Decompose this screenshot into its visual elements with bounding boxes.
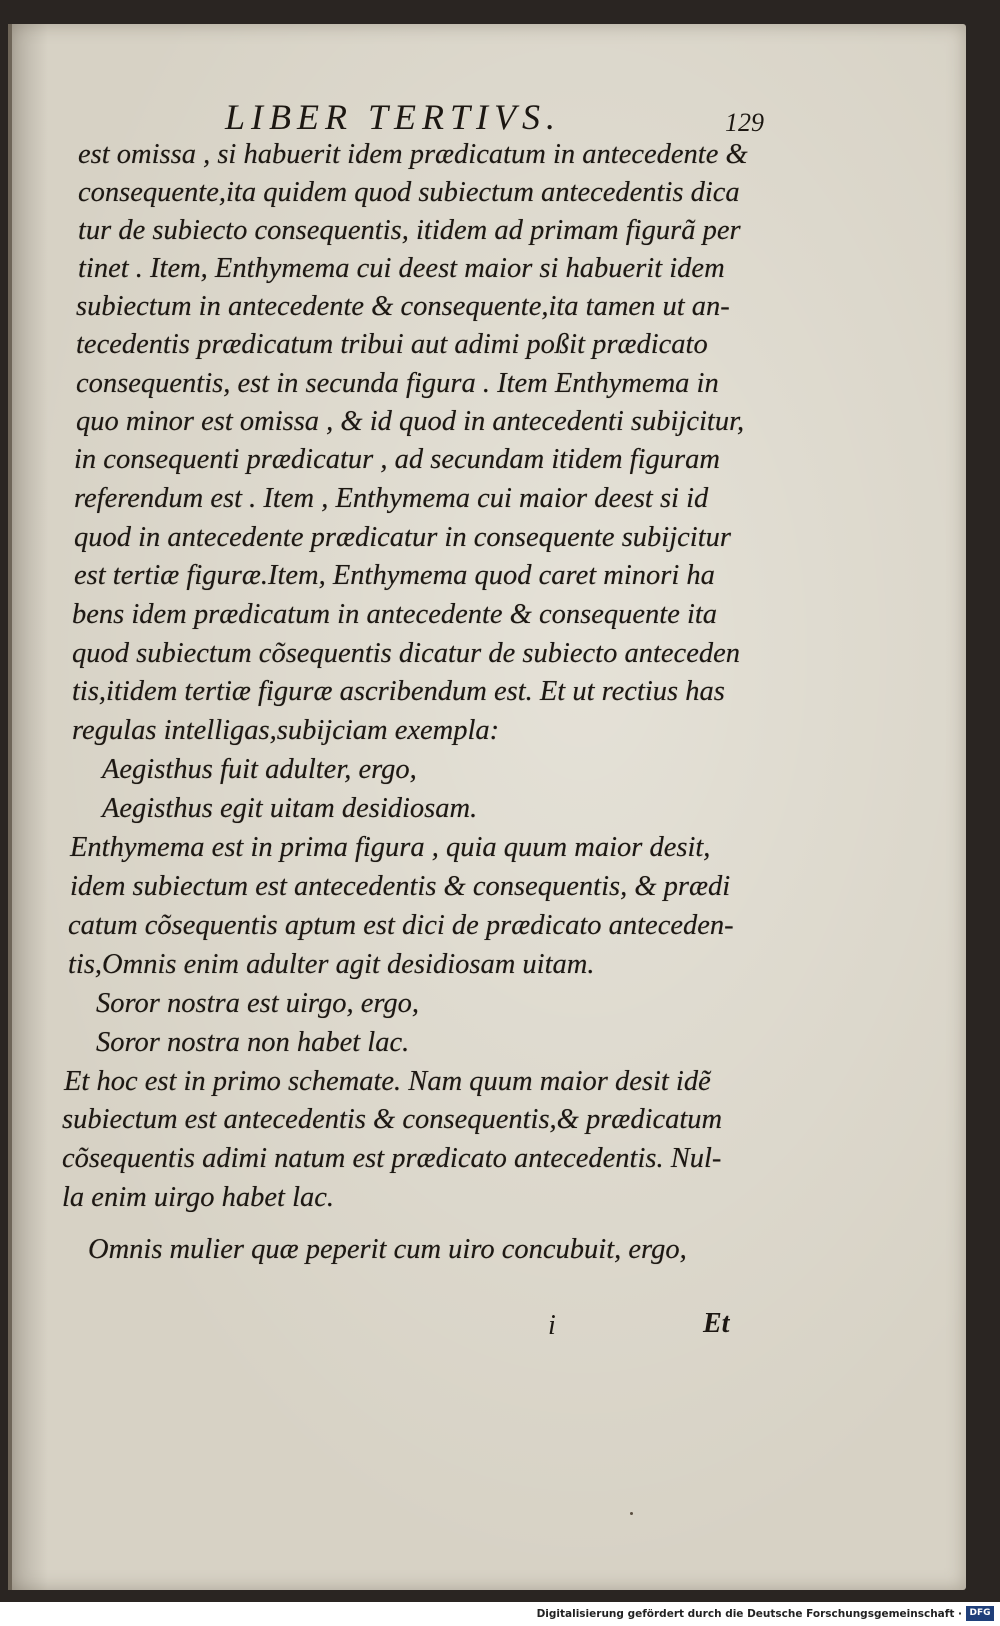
text-line: Et hoc est in primo schemate. Nam quum maior desit idẽ: [64, 1066, 711, 1097]
text-line: subiectum est antecedentis & consequentis,& prædicatum: [62, 1104, 723, 1135]
text-line: tinet . Item, Enthymema cui deest maior si habuerit idem: [78, 253, 725, 284]
text-line: regulas intelligas,subijciam exempla:: [72, 715, 500, 746]
ink-speck: [630, 1512, 633, 1515]
text-line: catum cõsequentis aptum est dici de prædicato anteceden-: [68, 910, 734, 941]
running-title: LIBER TERTIVS.: [225, 97, 561, 137]
text-line: consequentis, est in secunda figura . Item Enthymema in: [76, 368, 719, 399]
catchword: Et: [703, 1308, 730, 1339]
text-line: quo minor est omissa , & id quod in antecedenti subijcitur,: [76, 406, 745, 437]
text-line: la enim uirgo habet lac.: [62, 1182, 335, 1213]
text-line: cõsequentis adimi natum est prædicato antecedentis. Nul-: [62, 1143, 722, 1174]
text-line: bens idem prædicatum in antecedente & consequente ita: [72, 599, 718, 630]
text-line: tecedentis prædicatum tribui aut adimi poßit prædicato: [76, 329, 708, 360]
text-line: est omissa , si habuerit idem prædicatum in antecedente &: [78, 139, 748, 170]
signature-mark: i: [548, 1310, 556, 1341]
example-premise: Aegisthus fuit adulter, ergo,: [102, 754, 417, 785]
example-premise: Omnis mulier quæ peperit cum uiro concubuit, ergo,: [88, 1234, 687, 1265]
text-line: idem subiectum est antecedentis & consequentis, & prædi: [70, 871, 731, 902]
example-conclusion: Soror nostra non habet lac.: [96, 1027, 410, 1058]
text-line: tis,Omnis enim adulter agit desidiosam uitam.: [68, 949, 595, 980]
text-line: Enthymema est in prima figura , quia quum maior desit,: [70, 832, 711, 863]
text-line: quod subiectum cõsequentis dicatur de subiecto anteceden: [72, 638, 740, 669]
text-line: referendum est . Item , Enthymema cui maior deest si id: [74, 483, 709, 514]
text-line: tur de subiecto consequentis, itidem ad primam figurã per: [78, 215, 741, 246]
dfg-logo-icon: DFG: [966, 1606, 994, 1621]
example-premise: Soror nostra est uirgo, ergo,: [96, 988, 420, 1019]
text-line: in consequenti prædicatur , ad secundam itidem figuram: [74, 444, 720, 475]
text-line: consequente,ita quidem quod subiectum antecedentis dica: [78, 177, 740, 208]
text-line: subiectum in antecedente & consequente,ita tamen ut an-: [76, 291, 730, 322]
example-conclusion: Aegisthus egit uitam desidiosam.: [102, 793, 478, 824]
text-line: tis,itidem tertiæ figuræ ascribendum est. Et ut rectius has: [72, 676, 725, 707]
funding-credit: Digitalisierung gefördert durch die Deutsche Forschungsgemeinschaft ·: [536, 1608, 962, 1620]
text-line: est tertiæ figuræ.Item, Enthymema quod caret minori ha: [74, 560, 715, 591]
text-line: quod in antecedente prædicatur in consequente subijcitur: [74, 522, 731, 553]
page-number: 129: [725, 108, 764, 137]
